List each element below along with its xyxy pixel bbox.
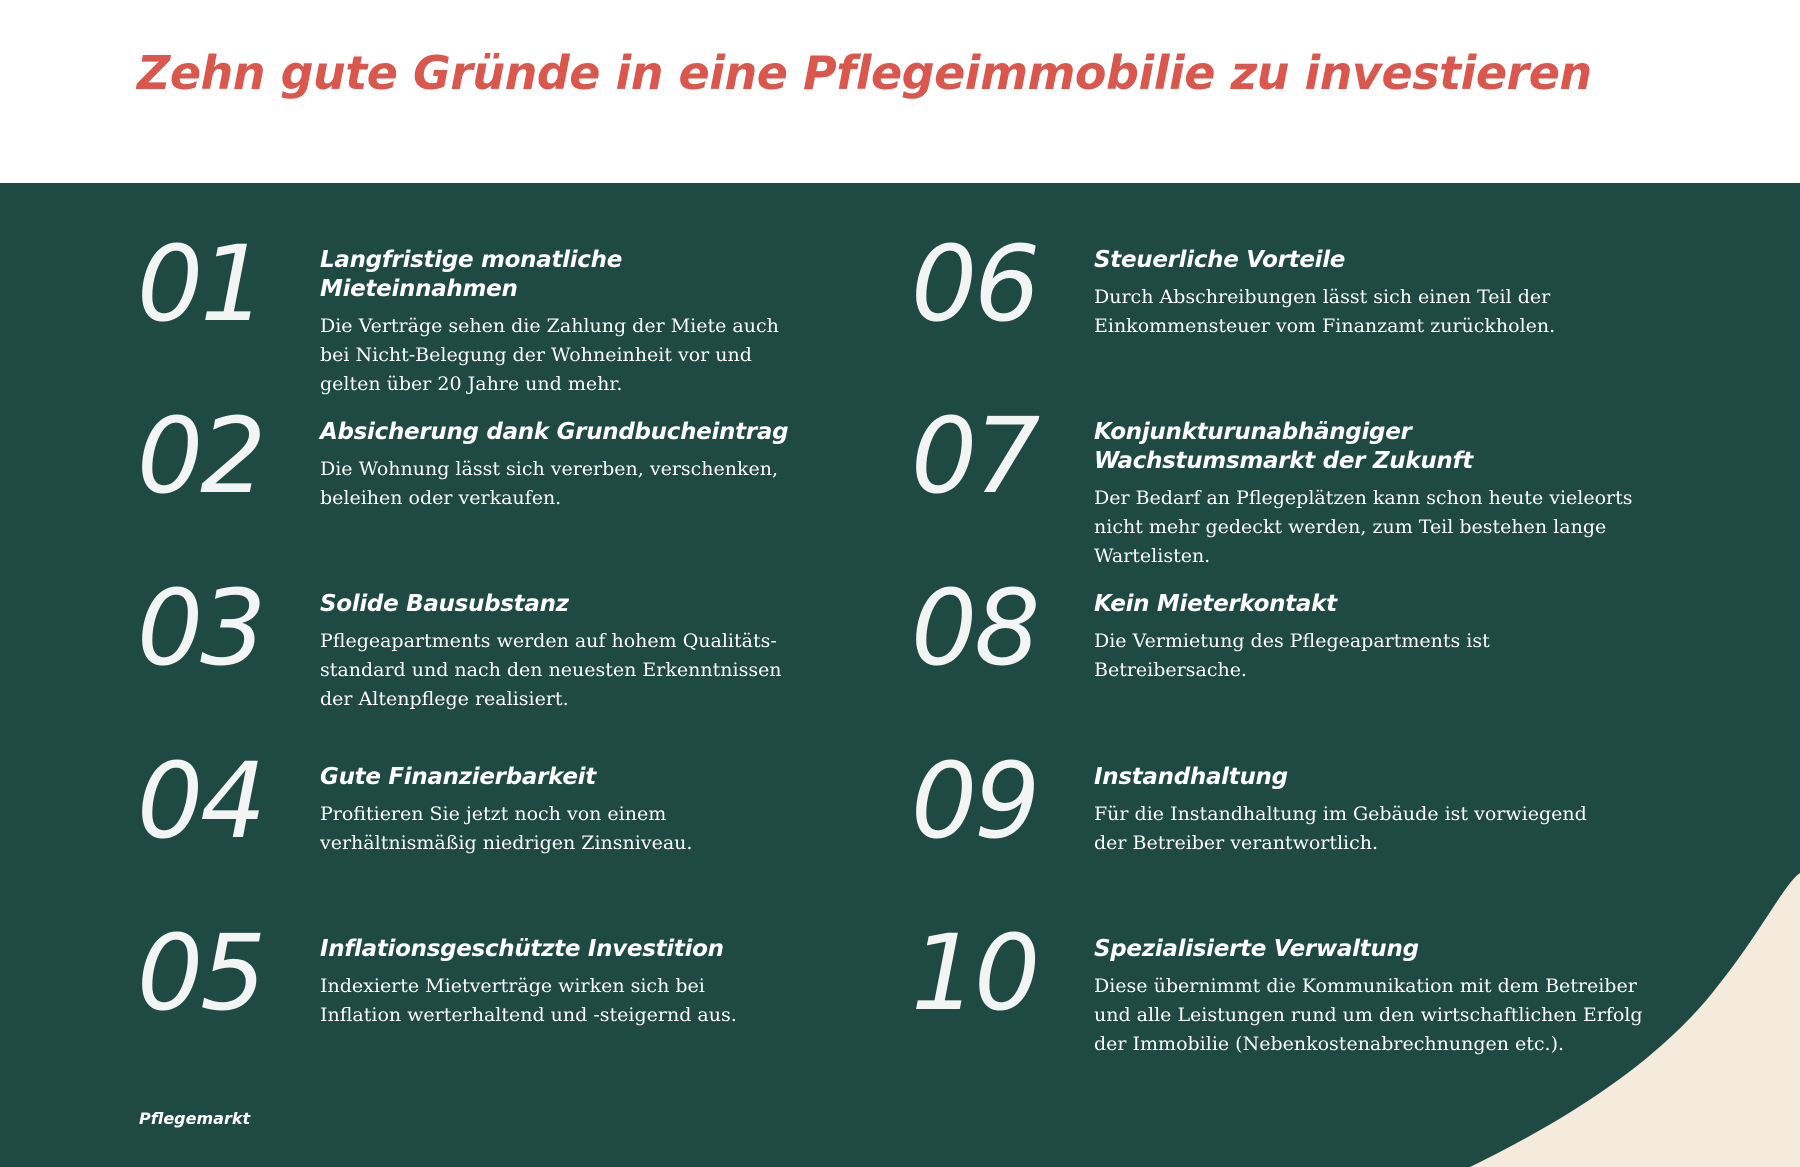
reason-number: 10: [911, 912, 1038, 1034]
reason-title: Steuerliche Vorteile: [1094, 247, 1346, 273]
reason-body: [320, 590, 790, 714]
reason-text: Die Verträge sehen die Zahlung der Miete auch bei Nicht-Belegung der Wohneinheit vor und gelten über 20 Jahre und mehr.: [320, 315, 779, 395]
reason-title: Spezialisierte Verwaltung: [1094, 936, 1419, 962]
reason-text: Diese übernimmt die Kommunikation mit dem Betreiber und alle Leistungen rund um den wirtschaftlichen Erfolg der Immobilie (Nebenkostenabrechnungen etc.).: [1094, 975, 1643, 1055]
reason-number: 08: [911, 567, 1038, 689]
reason-body: [1094, 935, 1654, 1059]
reason-text: Die Wohnung lässt sich vererben, verschenken, beleihen oder verkaufen.: [320, 458, 779, 509]
reason-number: 03: [137, 567, 264, 689]
reason-number: 02: [137, 395, 264, 517]
reason-title: Instandhaltung: [1094, 764, 1288, 790]
reason-title: Langfristige monatliche Mieteinnahmen: [320, 247, 623, 302]
reason-text: Die Vermietung des Pflegeapartments ist Betreibersache.: [1094, 630, 1490, 681]
reason-number: 09: [911, 740, 1038, 862]
reasons-panel: [0, 183, 1800, 1167]
reason-text: Indexierte Mietverträge wirken sich bei Inflation werterhaltend und -steigernd aus.: [320, 975, 737, 1026]
reason-title: Konjunkturunabhängiger Wachstumsmarkt der Zukunft: [1094, 419, 1473, 474]
brand-logo: Pflegemarkt: [139, 1109, 251, 1128]
reason-body: [1094, 763, 1594, 858]
reason-title: Solide Bausubstanz: [320, 591, 569, 617]
reason-body: [320, 418, 790, 513]
reason-text: Profitieren Sie jetzt noch von einem verhältnismäßig niedrigen Zinsniveau.: [320, 803, 693, 854]
reason-number: 01: [137, 223, 264, 345]
reason-number: 05: [137, 912, 264, 1034]
reason-text: Der Bedarf an Pflegeplätzen kann schon heute vieleorts nicht mehr gedeckt werden, zum Teil bestehen lange Wartelisten.: [1094, 487, 1633, 567]
reason-text: Für die Instandhaltung im Gebäude ist vorwiegend der Betreiber verantwortlich.: [1094, 803, 1587, 854]
reason-title: Gute Finanzierbarkeit: [320, 764, 596, 790]
page-title: Zehn gute Gründe in eine Pflegeimmobilie zu investieren: [137, 46, 1592, 100]
reason-number: 06: [911, 223, 1038, 345]
reason-body: [1094, 590, 1514, 685]
reason-title: Absicherung dank Grundbucheintrag: [320, 419, 789, 445]
reason-title: Inflationsgeschützte Investition: [320, 936, 724, 962]
reason-number: 04: [137, 740, 264, 862]
reason-text: Pflegeapartments werden auf hohem Qualitäts-standard und nach den neuesten Erkenntnissen der Altenpflege realisiert.: [320, 630, 782, 710]
reason-text: Durch Abschreibungen lässt sich einen Teil der Einkommensteuer vom Finanzamt zurückholen.: [1094, 286, 1556, 337]
reason-body: [320, 246, 790, 399]
reason-body: [320, 763, 790, 858]
reason-number: 07: [911, 395, 1038, 517]
reason-body: [320, 935, 790, 1030]
reason-body: [1094, 246, 1654, 341]
reason-body: [1094, 418, 1674, 571]
reason-title: Kein Mieterkontakt: [1094, 591, 1337, 617]
page-header: [0, 0, 1800, 183]
